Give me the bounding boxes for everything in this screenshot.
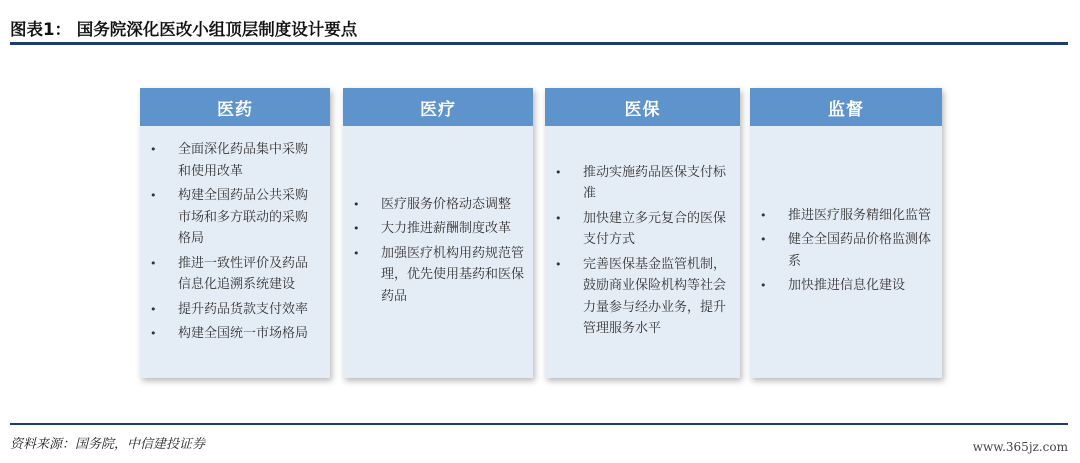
column-supervision xyxy=(750,88,942,378)
column-body-medical xyxy=(343,126,533,378)
source-note: 资料来源：国务院，中信建投证券 xyxy=(10,437,206,452)
column-header-medical: 医疗 xyxy=(343,88,533,126)
list-item: • 全面深化药品集中采购和使用改革 xyxy=(140,139,330,182)
column-insurance xyxy=(545,88,740,378)
column-medical xyxy=(343,88,533,378)
list-item: • 加强医疗机构用药规范管理，优先使用基药和医保药品 xyxy=(343,243,533,308)
list-item: • 加快建立多元复合的医保支付方式 xyxy=(545,208,740,251)
column-header-insurance: 医保 xyxy=(545,88,740,126)
list-item: • 推动实施药品医保支付标准 xyxy=(545,162,740,205)
list-item: • 构建全国统一市场格局 xyxy=(140,323,330,345)
list-item: • 完善医保基金监管机制，鼓励商业保险机构等社会力量参与经办业务，提升管理服务水平 xyxy=(545,254,740,340)
footer-divider xyxy=(10,423,1068,425)
list-item: • 健全全国药品价格监测体系 xyxy=(750,229,942,272)
list-item: • 加快推进信息化建设 xyxy=(750,275,942,297)
column-body-supervision xyxy=(750,126,942,378)
column-body-insurance xyxy=(545,126,740,378)
list-item: • 推进一致性评价及药品信息化追溯系统建设 xyxy=(140,253,330,296)
list-item: • 大力推进薪酬制度改革 xyxy=(343,218,533,240)
item-list xyxy=(750,205,942,300)
column-header-pharma: 医药 xyxy=(140,88,330,126)
list-item: • 构建全国药品公共采购市场和多方联动的采购格局 xyxy=(140,185,330,250)
item-list xyxy=(343,194,533,311)
item-list xyxy=(140,139,330,345)
figure-title: 图表1： 国务院深化医改小组顶层制度设计要点 xyxy=(10,20,358,39)
column-header-supervision: 监督 xyxy=(750,88,942,126)
item-list xyxy=(545,162,740,343)
title-divider xyxy=(10,42,1068,45)
column-body-pharma xyxy=(140,126,330,378)
watermark: www.365jz.com xyxy=(972,440,1068,454)
list-item: • 医疗服务价格动态调整 xyxy=(343,194,533,216)
list-item: • 推进医疗服务精细化监管 xyxy=(750,205,942,227)
column-pharma xyxy=(140,88,330,378)
list-item: • 提升药品货款支付效率 xyxy=(140,299,330,321)
